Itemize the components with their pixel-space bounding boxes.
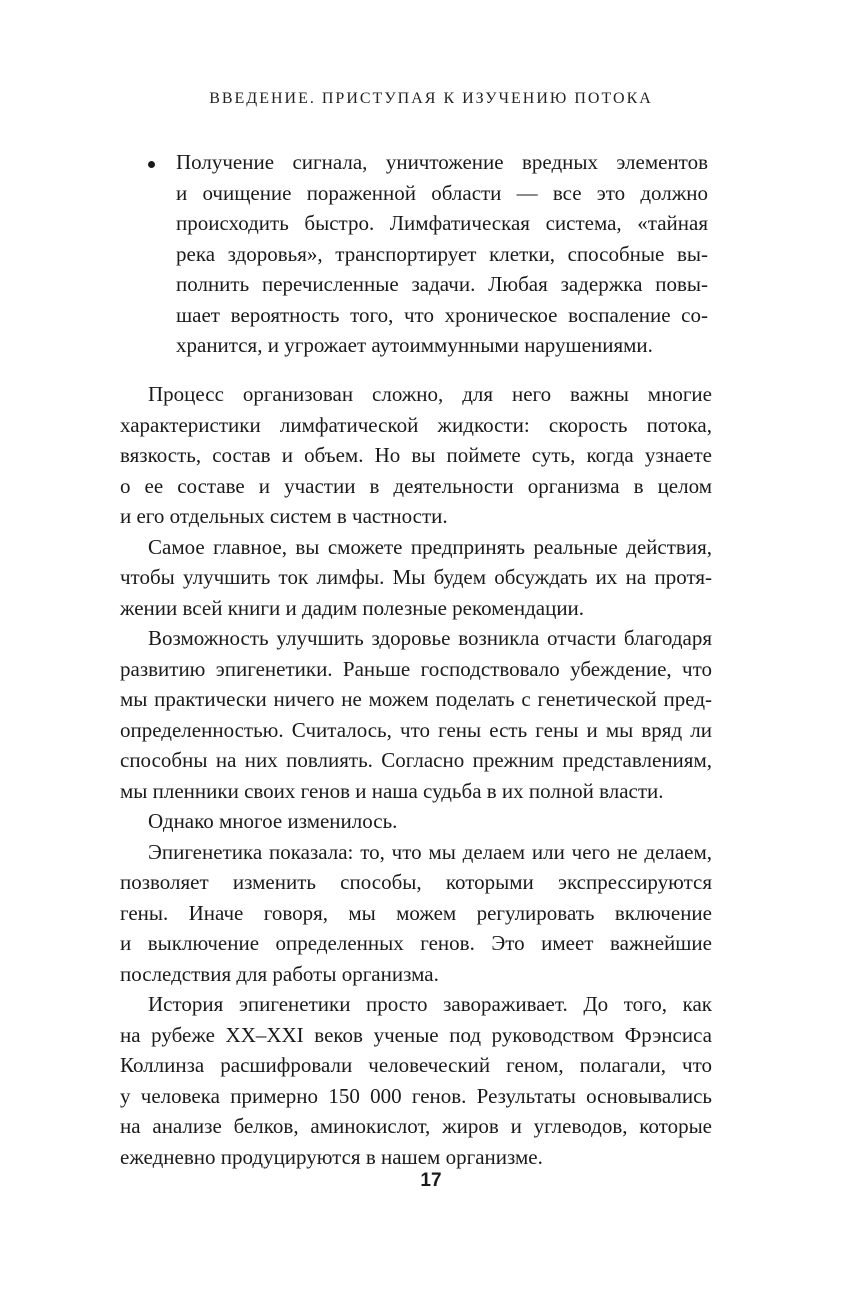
text-line: у человека примерно 150 000 генов. Результаты основывались (120, 1083, 712, 1108)
text-line: позволяет изменить способы, которыми экспрессируются (120, 870, 712, 894)
text-line: способны на них повлиять. Согласно прежним представлениям, (120, 748, 712, 772)
text-line: мы пленники своих генов и наша судьба в их полной власти. (120, 778, 664, 803)
paragraph (120, 532, 712, 624)
bullet-line: происходить быстро. Лимфатическая система, «тайная (176, 211, 708, 235)
body-text (120, 379, 712, 1172)
bullet-line: Получение сигнала, уничтожение вредных элементов (176, 150, 708, 174)
text-line: на рубеже XX–XXI веков ученые под руководством Фрэнсиса (120, 1022, 712, 1047)
bullet-text (176, 147, 708, 361)
text-line: определенностью. Считалось, что гены есть гены и мы вряд ли (120, 717, 712, 742)
text-line: Процесс организован сложно, для него важны многие (148, 382, 712, 406)
bullet-icon (148, 161, 155, 168)
text-line: вязкость, состав и объем. Но вы поймете суть, когда узнаете (120, 443, 712, 467)
bullet-line: шает вероятность того, что хроническое воспаление со- (176, 302, 708, 327)
text-line: гены. Иначе говоря, мы можем регулировать включение (120, 900, 712, 925)
text-line: последствия для работы организма. (120, 961, 439, 986)
text-line: ежедневно продуцируются в нашем организме. (120, 1144, 543, 1169)
paragraph (120, 623, 712, 806)
text-line: Однако многое изменилось. (148, 809, 398, 833)
bullet-line: и очищение пораженной области — все это должно (176, 180, 708, 205)
text-line: чтобы улучшить ток лимфы. Мы будем обсуждать их на протя- (120, 565, 712, 589)
bullet-line: река здоровья», транспортирует клетки, способные вы- (176, 241, 708, 266)
bullet-line: полнить перечисленные задачи. Любая задержка повы- (176, 272, 708, 296)
text-line: Эпигенетика показала: то, что мы делаем или чего не делаем, (148, 839, 712, 864)
paragraph (120, 379, 712, 532)
text-line: Коллинза расшифровали человеческий геном, полагали, что (120, 1053, 712, 1077)
text-line: характеристики лимфатической жидкости: скорость потока, (120, 412, 712, 437)
text-line: Возможность улучшить здоровье возникла отчасти благодаря (148, 626, 712, 650)
text-line: на анализе белков, аминокислот, жиров и углеводов, которые (120, 1114, 712, 1138)
text-line: и выключение определенных генов. Это имеет важнейшие (120, 931, 712, 955)
text-line: Самое главное, вы сможете предпринять реальные действия, (148, 534, 712, 559)
paragraph (120, 837, 712, 990)
paragraph (120, 989, 712, 1172)
text-line: и его отдельных систем в частности. (120, 504, 448, 528)
page-number: 17 (420, 1170, 442, 1191)
bullet-line: хранится, и угрожает аутоиммунными нарушениями. (176, 333, 653, 357)
running-head: ВВЕДЕНИЕ. ПРИСТУПАЯ К ИЗУЧЕНИЮ ПОТОКА (209, 90, 653, 107)
paragraph (120, 806, 712, 837)
text-line: о ее составе и участии в деятельности организма в целом (120, 473, 712, 498)
text-line: История эпигенетики просто завораживает. До того, как (148, 992, 712, 1016)
text-line: жении всей книги и дадим полезные рекомендации. (120, 595, 585, 620)
text-line: мы практически ничего не можем поделать с генетической пред- (120, 687, 712, 711)
text-line: развитию эпигенетики. Раньше господствовало убеждение, что (120, 656, 712, 681)
